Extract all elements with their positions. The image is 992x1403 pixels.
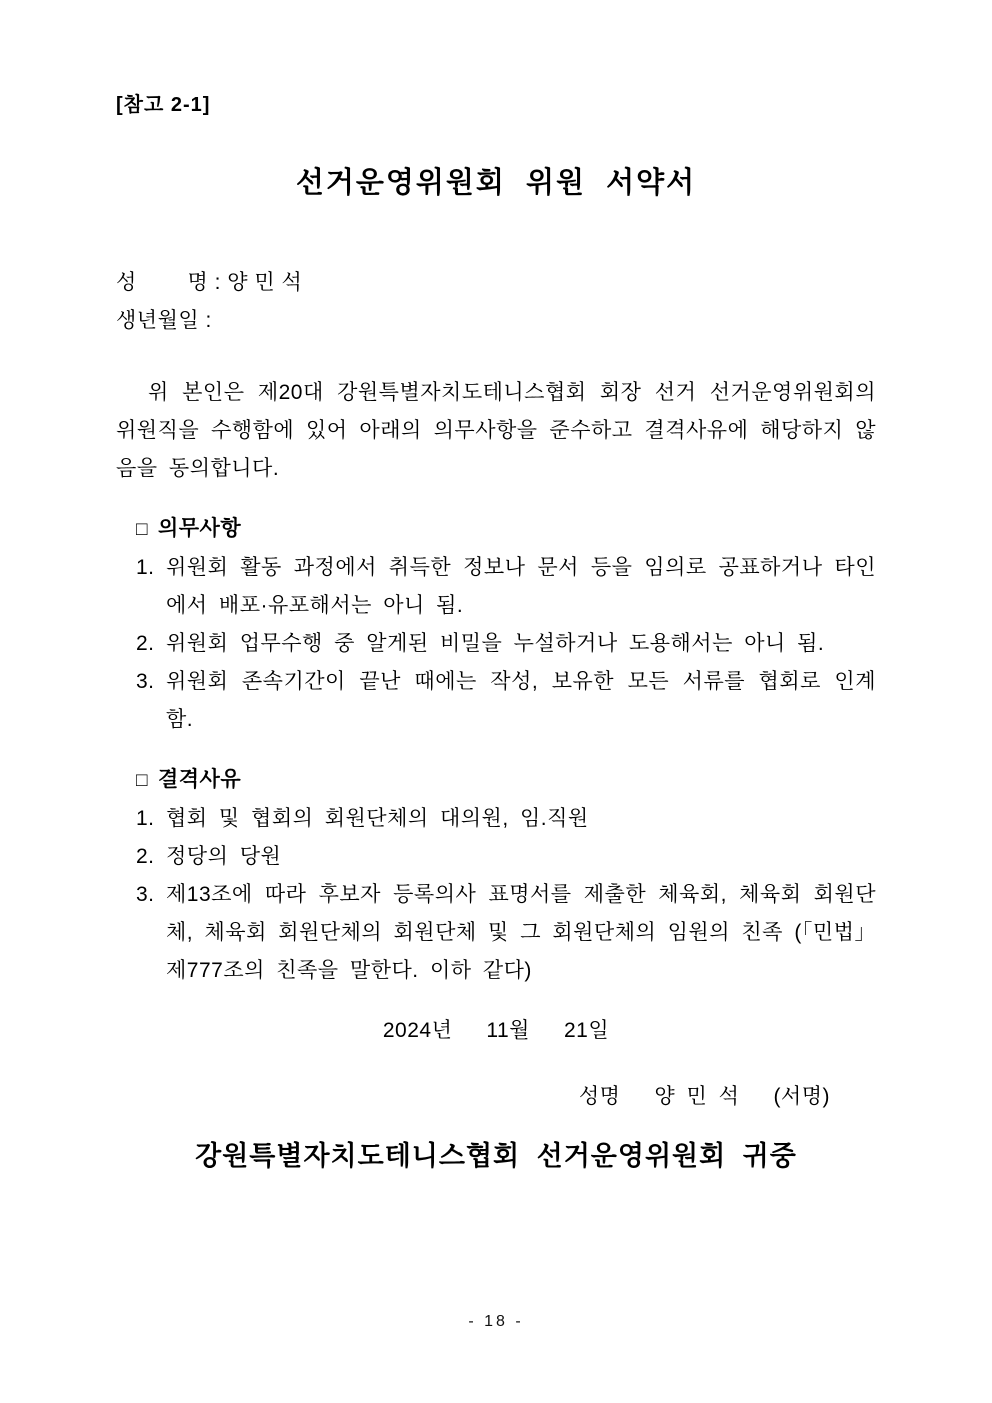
list-item-number: 1.: [136, 807, 155, 830]
signature-name-label: 성명: [578, 1085, 621, 1108]
duty-list-item: [136, 625, 876, 663]
duty-heading-label: 의무사항: [157, 517, 242, 540]
birthdate-field: [116, 302, 876, 340]
list-item-text: 위원회 업무수행 중 알게된 비밀을 누설하거나 도용해서는 아니 됨.: [166, 632, 825, 655]
checkbox-square-icon: □: [136, 519, 148, 540]
checkbox-square-icon: □: [136, 770, 148, 791]
list-item-number: 3.: [136, 670, 155, 693]
page-number: - 18 -: [468, 1313, 524, 1330]
disqualification-list-item: [136, 800, 876, 838]
duty-section: [116, 510, 876, 739]
signature-sign-note: (서명): [773, 1085, 830, 1108]
list-item-text: 협회 및 협회의 회원단체의 대의원, 임.직원: [166, 807, 589, 830]
list-item-number: 2.: [136, 845, 155, 868]
list-item-number: 3.: [136, 883, 155, 906]
list-item-number: 1.: [136, 556, 155, 579]
birthdate-label: 생년월일 :: [116, 309, 219, 332]
disqualification-section: [116, 761, 876, 990]
duty-section-heading: [136, 510, 876, 549]
disqualification-section-heading: [136, 761, 876, 800]
date-line: 2024년 11월 21일: [382, 1019, 610, 1042]
signature-line: [116, 1078, 876, 1116]
name-label: 성 명 :: [116, 271, 228, 294]
disqualification-list-item: [136, 876, 876, 990]
reference-label: [참고 2-1]: [116, 94, 211, 116]
duty-list-item: [136, 663, 876, 739]
name-field: [116, 264, 876, 302]
list-item-text: 위원회 존속기간이 끝난 때에는 작성, 보유한 모든 서류를 협회로 인계함.: [166, 670, 876, 731]
recipient-line: 강원특별자치도테니스협회 선거운영위원회 귀중: [195, 1141, 797, 1171]
list-item-text: 제13조에 따라 후보자 등록의사 표명서를 제출한 체육회, 체육회 회원단체, 체육회 회원단체의 회원단체 및 그 회원단체의 임원의 친족 (「민법」 제777조의 친족을 말한다. 이하 같다): [166, 883, 876, 982]
duty-list-item: [136, 549, 876, 625]
identity-fields: [116, 264, 876, 340]
disqualification-list-item: [136, 838, 876, 876]
pledge-intro-paragraph: 위 본인은 제20대 강원특별자치도테니스협회 회장 선거 선거운영위원회의 위원직을 수행함에 있어 아래의 의무사항을 준수하고 결격사유에 해당하지 않음을 동의합니다.: [116, 381, 876, 480]
disqualification-heading-label: 결격사유: [157, 768, 242, 791]
list-item-text: 위원회 활동 과정에서 취득한 정보나 문서 등을 임의로 공표하거나 타인에서 배포·유포해서는 아니 됨.: [166, 556, 876, 617]
page-title: 선거운영위원회 위원 서약서: [295, 167, 697, 199]
list-item-text: 정당의 당원: [166, 845, 282, 868]
name-value: 양 민 석: [227, 271, 303, 294]
signature-name-value: 양 민 석: [654, 1085, 740, 1108]
list-item-number: 2.: [136, 632, 155, 655]
